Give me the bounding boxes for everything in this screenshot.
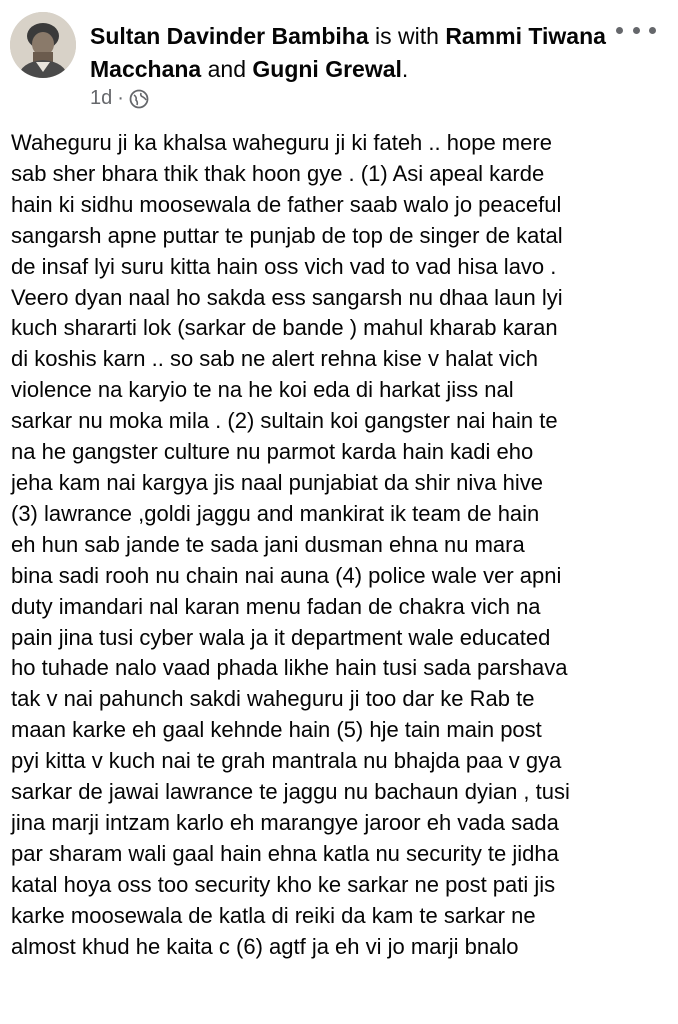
globe-icon[interactable] (129, 89, 149, 109)
more-options-icon[interactable] (616, 18, 656, 42)
post-author-line (90, 20, 610, 86)
post-header (0, 0, 678, 120)
tagged-person-1[interactable]: Rammi Tiwana Macchana (90, 23, 606, 82)
and-text: and (207, 56, 246, 82)
post-meta (90, 87, 149, 110)
end-punct: . (401, 56, 409, 82)
tagged-person-2[interactable]: Gugni Grewal (252, 56, 402, 82)
avatar[interactable] (10, 12, 76, 78)
post-time[interactable]: 1d (90, 87, 113, 109)
author-name[interactable]: Sultan Davinder Bambiha (90, 23, 369, 49)
with-text: is with (375, 23, 439, 49)
avatar-portrait-icon (10, 12, 76, 78)
post-body-text: Waheguru ji ka khalsa waheguru ji ki fateh .. hope mere sab sher bhara thik thak hoon gye . (1) Asi apeal karde hain ki sidhu moosewala de father saab walo jo peaceful sangarsh apne puttar te punjab de top de singer de katal de insaf lyi suru kitta hain oss vich vad to vad hisa lavo . Veero dyan naal ho sakda ess sangarsh nu dhaa laun lyi kuch shararti lok (sarkar de bande ) mahul kharab karan di koshis karn .. so sab ne alert rehna kise v halat vich violence na karyio te na he koi eda di harkat jiss nal sarkar nu moka mila . (2) sultain koi gangster nai hain te na he gangster culture nu parmot karda hain kadi eho jeha kam nai kargya jis naal punjabiat da shir niva hive (3) lawrance ,goldi jaggu and mankirat ik team de hain eh hun sab jande te sada jani dusman ehna nu mara bina sadi rooh nu chain nai auna (4) police wale ver apni duty imandari nal karan menu fadan de chakra vich na pain jina tusi cyber wala ja it department wale educated ho tuhade nalo vaad phada likhe hain tusi sada parshava tak v nai pahunch sakdi waheguru ji too dar ke Rab te maan karke eh gaal kehnde hain (5) hje tain main post pyi kitta v kuch nai te grah mantrala nu bhajda paa v gya sarkar de jawai lawrance te jaggu nu bachaun dyian , tusi jina marji intzam karlo eh marangye jaroor eh vada sada par sharam wali gaal hain ehna katla nu security te jidha katal hoya oss too security kho ke sarkar ne post pati jis karke moosewala de katla di reiki da kam te sarkar ne almost khud he kaita c (6) agtf ja eh vi jo marji bnalo (11, 130, 570, 959)
meta-separator: · (117, 87, 124, 109)
